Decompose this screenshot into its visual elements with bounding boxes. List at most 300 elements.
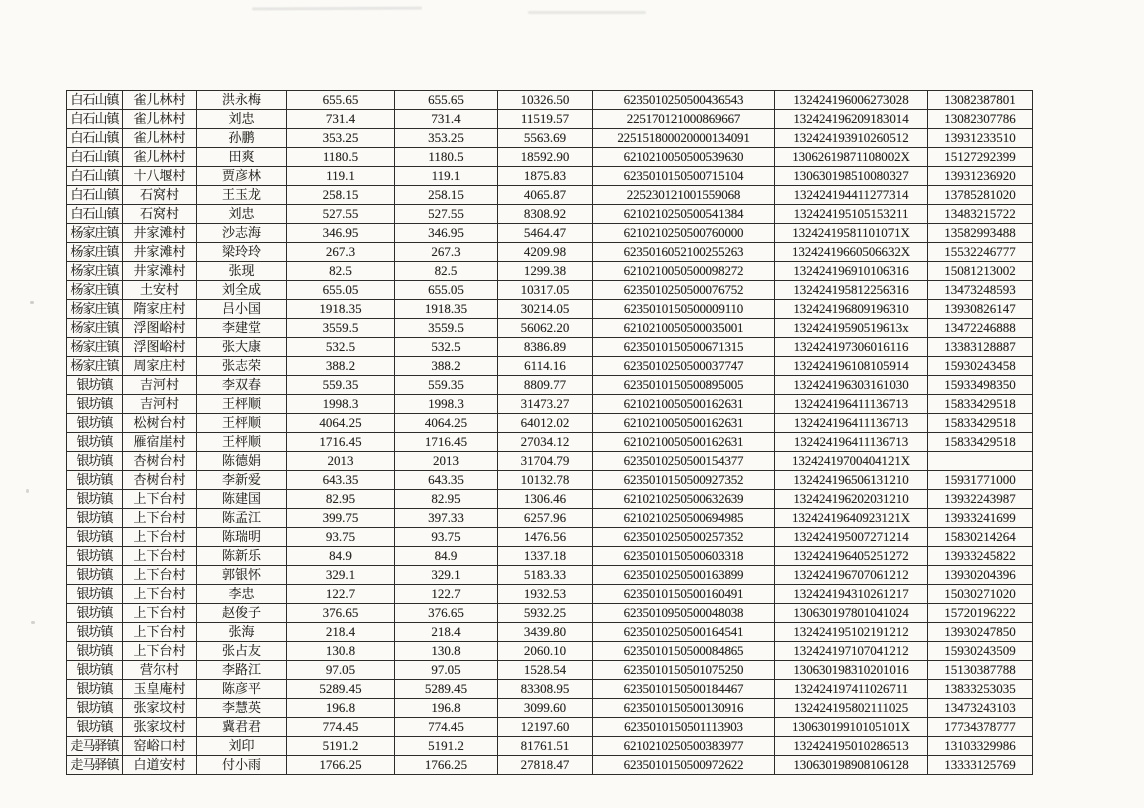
cell-amount-total: 5183.33 xyxy=(498,566,593,585)
cell-bank-card-number: 6235010250500257352 xyxy=(593,528,775,547)
cell-bank-card-number: 6235016052100255263 xyxy=(593,243,775,262)
cell-amount-2: 376.65 xyxy=(395,604,498,623)
cell-town: 银坊镇 xyxy=(67,661,123,680)
table-row xyxy=(67,186,1033,205)
scan-artifact xyxy=(252,7,422,11)
cell-amount-1: 258.15 xyxy=(287,186,395,205)
cell-person-name: 张现 xyxy=(197,262,287,281)
cell-amount-1: 399.75 xyxy=(287,509,395,528)
cell-bank-card-number: 6235010150500671315 xyxy=(593,338,775,357)
cell-phone-number: 15830214264 xyxy=(928,528,1033,547)
cell-amount-total: 31473.27 xyxy=(498,395,593,414)
cell-village: 上下台村 xyxy=(123,585,197,604)
cell-amount-2: 1766.25 xyxy=(395,756,498,775)
cell-amount-2: 731.4 xyxy=(395,110,498,129)
cell-amount-1: 527.55 xyxy=(287,205,395,224)
cell-amount-total: 8308.92 xyxy=(498,205,593,224)
cell-id-number: 132424195102191212 xyxy=(775,623,928,642)
cell-phone-number: 13931233510 xyxy=(928,129,1033,148)
cell-village: 上下台村 xyxy=(123,623,197,642)
cell-id-number: 132424196910106316 xyxy=(775,262,928,281)
cell-person-name: 李路江 xyxy=(197,661,287,680)
cell-id-number: 132424193910260512 xyxy=(775,129,928,148)
table-row xyxy=(67,414,1033,433)
cell-amount-2: 1918.35 xyxy=(395,300,498,319)
cell-amount-1: 1998.3 xyxy=(287,395,395,414)
cell-amount-1: 731.4 xyxy=(287,110,395,129)
cell-amount-2: 1998.3 xyxy=(395,395,498,414)
cell-amount-2: 1716.45 xyxy=(395,433,498,452)
cell-phone-number xyxy=(928,452,1033,471)
cell-person-name: 陈孟江 xyxy=(197,509,287,528)
cell-id-number: 132424195812256316 xyxy=(775,281,928,300)
cell-village: 井家滩村 xyxy=(123,262,197,281)
cell-village: 张家坟村 xyxy=(123,718,197,737)
cell-person-name: 陈建国 xyxy=(197,490,287,509)
cell-amount-2: 5289.45 xyxy=(395,680,498,699)
cell-amount-1: 1180.5 xyxy=(287,148,395,167)
cell-bank-card-number: 6210210050500162631 xyxy=(593,395,775,414)
cell-amount-1: 655.05 xyxy=(287,281,395,300)
cell-phone-number: 13383128887 xyxy=(928,338,1033,357)
cell-amount-1: 97.05 xyxy=(287,661,395,680)
cell-amount-total: 1875.83 xyxy=(498,167,593,186)
cell-amount-total: 5932.25 xyxy=(498,604,593,623)
cell-village: 土安村 xyxy=(123,281,197,300)
cell-town: 白石山镇 xyxy=(67,205,123,224)
cell-id-number: 132424195007271214 xyxy=(775,528,928,547)
cell-person-name: 李忠 xyxy=(197,585,287,604)
cell-id-number: 132424196209183014 xyxy=(775,110,928,129)
cell-town: 走马驿镇 xyxy=(67,737,123,756)
cell-village: 张家坟村 xyxy=(123,699,197,718)
cell-amount-1: 4064.25 xyxy=(287,414,395,433)
cell-bank-card-number: 6235010250500164541 xyxy=(593,623,775,642)
table-row xyxy=(67,528,1033,547)
cell-amount-1: 130.8 xyxy=(287,642,395,661)
cell-amount-total: 11519.57 xyxy=(498,110,593,129)
cell-phone-number: 15933498350 xyxy=(928,376,1033,395)
cell-town: 银坊镇 xyxy=(67,452,123,471)
table-row xyxy=(67,737,1033,756)
cell-phone-number: 15930243509 xyxy=(928,642,1033,661)
table-row xyxy=(67,490,1033,509)
cell-person-name: 贾彦林 xyxy=(197,167,287,186)
cell-amount-1: 82.95 xyxy=(287,490,395,509)
cell-id-number: 13062619871108002X xyxy=(775,148,928,167)
cell-id-number: 132424196809196310 xyxy=(775,300,928,319)
cell-town: 白石山镇 xyxy=(67,129,123,148)
cell-id-number: 13242419581101071X xyxy=(775,224,928,243)
cell-village: 窑峪口村 xyxy=(123,737,197,756)
cell-phone-number: 17734378777 xyxy=(928,718,1033,737)
cell-amount-total: 81761.51 xyxy=(498,737,593,756)
cell-id-number: 132424196707061212 xyxy=(775,566,928,585)
cell-village: 井家滩村 xyxy=(123,224,197,243)
cell-town: 银坊镇 xyxy=(67,509,123,528)
cell-town: 银坊镇 xyxy=(67,699,123,718)
scan-artifact xyxy=(30,301,34,304)
cell-bank-card-number: 6210210050500098272 xyxy=(593,262,775,281)
cell-amount-1: 3559.5 xyxy=(287,319,395,338)
table-row xyxy=(67,642,1033,661)
cell-person-name: 王枰顺 xyxy=(197,433,287,452)
cell-amount-total: 83308.95 xyxy=(498,680,593,699)
cell-amount-2: 329.1 xyxy=(395,566,498,585)
table-row xyxy=(67,357,1033,376)
cell-amount-1: 329.1 xyxy=(287,566,395,585)
cell-village: 杏树台村 xyxy=(123,471,197,490)
table-row xyxy=(67,224,1033,243)
cell-bank-card-number: 6235010150500715104 xyxy=(593,167,775,186)
cell-bank-card-number: 6235010150501075250 xyxy=(593,661,775,680)
cell-amount-total: 1932.53 xyxy=(498,585,593,604)
cell-amount-total: 10326.50 xyxy=(498,91,593,110)
table-row xyxy=(67,148,1033,167)
table-row xyxy=(67,376,1033,395)
cell-phone-number: 13333125769 xyxy=(928,756,1033,775)
cell-person-name: 吕小国 xyxy=(197,300,287,319)
cell-id-number: 132424196411136713 xyxy=(775,433,928,452)
table-row xyxy=(67,433,1033,452)
table-row xyxy=(67,604,1033,623)
cell-bank-card-number: 6235010150500927352 xyxy=(593,471,775,490)
cell-phone-number: 15931771000 xyxy=(928,471,1033,490)
cell-town: 杨家庄镇 xyxy=(67,319,123,338)
table-row xyxy=(67,395,1033,414)
cell-person-name: 李双春 xyxy=(197,376,287,395)
cell-amount-2: 397.33 xyxy=(395,509,498,528)
cell-phone-number: 13933245822 xyxy=(928,547,1033,566)
cell-amount-total: 27034.12 xyxy=(498,433,593,452)
cell-village: 吉河村 xyxy=(123,376,197,395)
cell-phone-number: 15833429518 xyxy=(928,433,1033,452)
cell-village: 浮图峪村 xyxy=(123,319,197,338)
cell-amount-1: 353.25 xyxy=(287,129,395,148)
cell-person-name: 张志荣 xyxy=(197,357,287,376)
cell-bank-card-number: 6210210250500541384 xyxy=(593,205,775,224)
cell-village: 雁宿崖村 xyxy=(123,433,197,452)
cell-id-number: 132424195105153211 xyxy=(775,205,928,224)
cell-amount-1: 1716.45 xyxy=(287,433,395,452)
table-row xyxy=(67,756,1033,775)
cell-amount-2: 97.05 xyxy=(395,661,498,680)
table-row xyxy=(67,262,1033,281)
table-row xyxy=(67,585,1033,604)
cell-amount-total: 8386.89 xyxy=(498,338,593,357)
cell-phone-number: 15833429518 xyxy=(928,395,1033,414)
cell-phone-number: 13473248593 xyxy=(928,281,1033,300)
cell-bank-card-number: 6235010150500160491 xyxy=(593,585,775,604)
beneficiary-table xyxy=(66,90,1033,775)
cell-person-name: 李建堂 xyxy=(197,319,287,338)
cell-town: 银坊镇 xyxy=(67,718,123,737)
cell-person-name: 张海 xyxy=(197,623,287,642)
cell-bank-card-number: 6235010150500009110 xyxy=(593,300,775,319)
cell-town: 杨家庄镇 xyxy=(67,262,123,281)
cell-town: 银坊镇 xyxy=(67,604,123,623)
table-row xyxy=(67,566,1033,585)
cell-amount-1: 122.7 xyxy=(287,585,395,604)
cell-id-number: 132424197107041212 xyxy=(775,642,928,661)
cell-amount-1: 82.5 xyxy=(287,262,395,281)
cell-village: 雀儿林村 xyxy=(123,129,197,148)
cell-amount-1: 267.3 xyxy=(287,243,395,262)
cell-village: 杏树台村 xyxy=(123,452,197,471)
cell-amount-2: 196.8 xyxy=(395,699,498,718)
cell-bank-card-number: 6210210250500760000 xyxy=(593,224,775,243)
cell-amount-2: 353.25 xyxy=(395,129,498,148)
cell-amount-total: 12197.60 xyxy=(498,718,593,737)
cell-person-name: 陈新乐 xyxy=(197,547,287,566)
cell-town: 银坊镇 xyxy=(67,623,123,642)
cell-id-number: 132424197306016116 xyxy=(775,338,928,357)
cell-village: 井家滩村 xyxy=(123,243,197,262)
cell-town: 杨家庄镇 xyxy=(67,300,123,319)
cell-town: 银坊镇 xyxy=(67,471,123,490)
cell-id-number: 130630198510080327 xyxy=(775,167,928,186)
cell-town: 银坊镇 xyxy=(67,414,123,433)
cell-amount-2: 4064.25 xyxy=(395,414,498,433)
cell-bank-card-number: 6235010150500130916 xyxy=(593,699,775,718)
cell-phone-number: 13930247850 xyxy=(928,623,1033,642)
cell-town: 银坊镇 xyxy=(67,547,123,566)
cell-amount-total: 4065.87 xyxy=(498,186,593,205)
cell-person-name: 付小雨 xyxy=(197,756,287,775)
cell-town: 白石山镇 xyxy=(67,167,123,186)
table-row xyxy=(67,338,1033,357)
cell-amount-total: 4209.98 xyxy=(498,243,593,262)
table-row xyxy=(67,205,1033,224)
cell-id-number: 132424196006273028 xyxy=(775,91,928,110)
table-row xyxy=(67,452,1033,471)
cell-village: 松树台村 xyxy=(123,414,197,433)
cell-amount-2: 346.95 xyxy=(395,224,498,243)
cell-amount-1: 643.35 xyxy=(287,471,395,490)
table-row xyxy=(67,699,1033,718)
cell-phone-number: 13582993488 xyxy=(928,224,1033,243)
cell-bank-card-number: 6235010250500076752 xyxy=(593,281,775,300)
cell-amount-total: 10317.05 xyxy=(498,281,593,300)
cell-person-name: 沙志海 xyxy=(197,224,287,243)
cell-amount-total: 56062.20 xyxy=(498,319,593,338)
cell-amount-total: 1476.56 xyxy=(498,528,593,547)
cell-amount-total: 8809.77 xyxy=(498,376,593,395)
cell-bank-card-number: 6235010150501113903 xyxy=(593,718,775,737)
table-row xyxy=(67,661,1033,680)
cell-town: 杨家庄镇 xyxy=(67,281,123,300)
cell-bank-card-number: 6235010250500154377 xyxy=(593,452,775,471)
cell-town: 白石山镇 xyxy=(67,91,123,110)
cell-amount-2: 532.5 xyxy=(395,338,498,357)
cell-amount-1: 84.9 xyxy=(287,547,395,566)
cell-amount-2: 82.5 xyxy=(395,262,498,281)
cell-id-number: 132424194411277314 xyxy=(775,186,928,205)
cell-amount-total: 64012.02 xyxy=(498,414,593,433)
cell-id-number: 132424196303161030 xyxy=(775,376,928,395)
table-row xyxy=(67,718,1033,737)
cell-amount-1: 2013 xyxy=(287,452,395,471)
cell-bank-card-number: 225151800020000134091 xyxy=(593,129,775,148)
cell-phone-number: 13930826147 xyxy=(928,300,1033,319)
cell-phone-number: 13082307786 xyxy=(928,110,1033,129)
cell-village: 玉皇庵村 xyxy=(123,680,197,699)
cell-bank-card-number: 225230121001559068 xyxy=(593,186,775,205)
cell-id-number: 13242419700404121X xyxy=(775,452,928,471)
table-row xyxy=(67,680,1033,699)
table-row xyxy=(67,129,1033,148)
cell-bank-card-number: 6235010950500048038 xyxy=(593,604,775,623)
cell-person-name: 王枰顺 xyxy=(197,395,287,414)
cell-amount-2: 84.9 xyxy=(395,547,498,566)
cell-person-name: 孙鹏 xyxy=(197,129,287,148)
cell-town: 银坊镇 xyxy=(67,642,123,661)
cell-village: 吉河村 xyxy=(123,395,197,414)
cell-amount-1: 218.4 xyxy=(287,623,395,642)
cell-bank-card-number: 6210210050500162631 xyxy=(593,433,775,452)
cell-amount-2: 130.8 xyxy=(395,642,498,661)
cell-amount-1: 93.75 xyxy=(287,528,395,547)
cell-amount-1: 655.65 xyxy=(287,91,395,110)
cell-phone-number: 13483215722 xyxy=(928,205,1033,224)
cell-town: 银坊镇 xyxy=(67,585,123,604)
cell-amount-total: 10132.78 xyxy=(498,471,593,490)
cell-phone-number: 13472246888 xyxy=(928,319,1033,338)
cell-amount-2: 3559.5 xyxy=(395,319,498,338)
cell-amount-total: 3439.80 xyxy=(498,623,593,642)
cell-amount-total: 6114.16 xyxy=(498,357,593,376)
cell-village: 上下台村 xyxy=(123,509,197,528)
cell-phone-number: 13082387801 xyxy=(928,91,1033,110)
cell-amount-2: 655.65 xyxy=(395,91,498,110)
cell-village: 石窝村 xyxy=(123,205,197,224)
cell-amount-total: 1528.54 xyxy=(498,661,593,680)
cell-person-name: 李新爱 xyxy=(197,471,287,490)
cell-amount-total: 5563.69 xyxy=(498,129,593,148)
cell-person-name: 王玉龙 xyxy=(197,186,287,205)
cell-bank-card-number: 6235010150500084865 xyxy=(593,642,775,661)
cell-phone-number: 15532246777 xyxy=(928,243,1033,262)
cell-bank-card-number: 6210210250500632639 xyxy=(593,490,775,509)
cell-town: 银坊镇 xyxy=(67,566,123,585)
cell-amount-total: 2060.10 xyxy=(498,642,593,661)
cell-person-name: 王枰顺 xyxy=(197,414,287,433)
cell-town: 杨家庄镇 xyxy=(67,357,123,376)
table-row xyxy=(67,547,1033,566)
cell-bank-card-number: 6210210050500162631 xyxy=(593,414,775,433)
cell-amount-total: 5464.47 xyxy=(498,224,593,243)
cell-amount-1: 1766.25 xyxy=(287,756,395,775)
cell-amount-total: 27818.47 xyxy=(498,756,593,775)
cell-amount-total: 1306.46 xyxy=(498,490,593,509)
cell-bank-card-number: 6235010150500895005 xyxy=(593,376,775,395)
cell-amount-1: 388.2 xyxy=(287,357,395,376)
cell-phone-number: 15127292399 xyxy=(928,148,1033,167)
cell-id-number: 130630198908106128 xyxy=(775,756,928,775)
cell-person-name: 冀君君 xyxy=(197,718,287,737)
cell-amount-2: 774.45 xyxy=(395,718,498,737)
cell-town: 杨家庄镇 xyxy=(67,224,123,243)
cell-village: 雀儿林村 xyxy=(123,148,197,167)
cell-phone-number: 13473243103 xyxy=(928,699,1033,718)
cell-id-number: 13242419640923121X xyxy=(775,509,928,528)
table-row xyxy=(67,509,1033,528)
cell-village: 雀儿林村 xyxy=(123,110,197,129)
cell-village: 上下台村 xyxy=(123,566,197,585)
cell-phone-number: 13833253035 xyxy=(928,680,1033,699)
cell-village: 上下台村 xyxy=(123,604,197,623)
cell-bank-card-number: 6235010250500163899 xyxy=(593,566,775,585)
cell-village: 隋家庄村 xyxy=(123,300,197,319)
cell-amount-2: 218.4 xyxy=(395,623,498,642)
cell-phone-number: 15130387788 xyxy=(928,661,1033,680)
cell-person-name: 陈彦平 xyxy=(197,680,287,699)
cell-village: 上下台村 xyxy=(123,547,197,566)
cell-village: 周家庄村 xyxy=(123,357,197,376)
cell-id-number: 130630198310201016 xyxy=(775,661,928,680)
cell-bank-card-number: 6235010150500603318 xyxy=(593,547,775,566)
cell-amount-2: 1180.5 xyxy=(395,148,498,167)
cell-person-name: 陈瑞明 xyxy=(197,528,287,547)
cell-person-name: 刘忠 xyxy=(197,110,287,129)
cell-person-name: 田爽 xyxy=(197,148,287,167)
cell-amount-2: 267.3 xyxy=(395,243,498,262)
cell-bank-card-number: 6210210250500694985 xyxy=(593,509,775,528)
cell-town: 白石山镇 xyxy=(67,186,123,205)
cell-id-number: 13063019910105101X xyxy=(775,718,928,737)
cell-amount-1: 774.45 xyxy=(287,718,395,737)
cell-person-name: 陈德娟 xyxy=(197,452,287,471)
cell-person-name: 张占友 xyxy=(197,642,287,661)
cell-id-number: 13242419660506632X xyxy=(775,243,928,262)
cell-phone-number: 15720196222 xyxy=(928,604,1033,623)
cell-town: 银坊镇 xyxy=(67,433,123,452)
cell-phone-number: 15081213002 xyxy=(928,262,1033,281)
cell-person-name: 李慧英 xyxy=(197,699,287,718)
cell-amount-total: 18592.90 xyxy=(498,148,593,167)
cell-id-number: 132424195010286513 xyxy=(775,737,928,756)
cell-village: 雀儿林村 xyxy=(123,91,197,110)
cell-amount-total: 30214.05 xyxy=(498,300,593,319)
cell-village: 上下台村 xyxy=(123,642,197,661)
cell-bank-card-number: 6210210050500539630 xyxy=(593,148,775,167)
cell-town: 银坊镇 xyxy=(67,490,123,509)
scan-artifact xyxy=(528,11,646,14)
cell-amount-2: 527.55 xyxy=(395,205,498,224)
cell-town: 银坊镇 xyxy=(67,376,123,395)
cell-id-number: 132424196411136713 xyxy=(775,414,928,433)
cell-phone-number: 15930243458 xyxy=(928,357,1033,376)
cell-bank-card-number: 6210210050500035001 xyxy=(593,319,775,338)
cell-amount-1: 196.8 xyxy=(287,699,395,718)
cell-amount-total: 1337.18 xyxy=(498,547,593,566)
cell-town: 白石山镇 xyxy=(67,110,123,129)
cell-amount-total: 1299.38 xyxy=(498,262,593,281)
cell-id-number: 132424196108105914 xyxy=(775,357,928,376)
cell-id-number: 132424195802111025 xyxy=(775,699,928,718)
cell-town: 白石山镇 xyxy=(67,148,123,167)
scan-artifact xyxy=(26,489,29,493)
table-body xyxy=(67,91,1033,775)
cell-bank-card-number: 6235010150500184467 xyxy=(593,680,775,699)
table-row xyxy=(67,623,1033,642)
cell-village: 营尔村 xyxy=(123,661,197,680)
cell-id-number: 132424196405251272 xyxy=(775,547,928,566)
cell-amount-1: 1918.35 xyxy=(287,300,395,319)
cell-town: 走马驿镇 xyxy=(67,756,123,775)
cell-town: 银坊镇 xyxy=(67,528,123,547)
cell-amount-2: 258.15 xyxy=(395,186,498,205)
